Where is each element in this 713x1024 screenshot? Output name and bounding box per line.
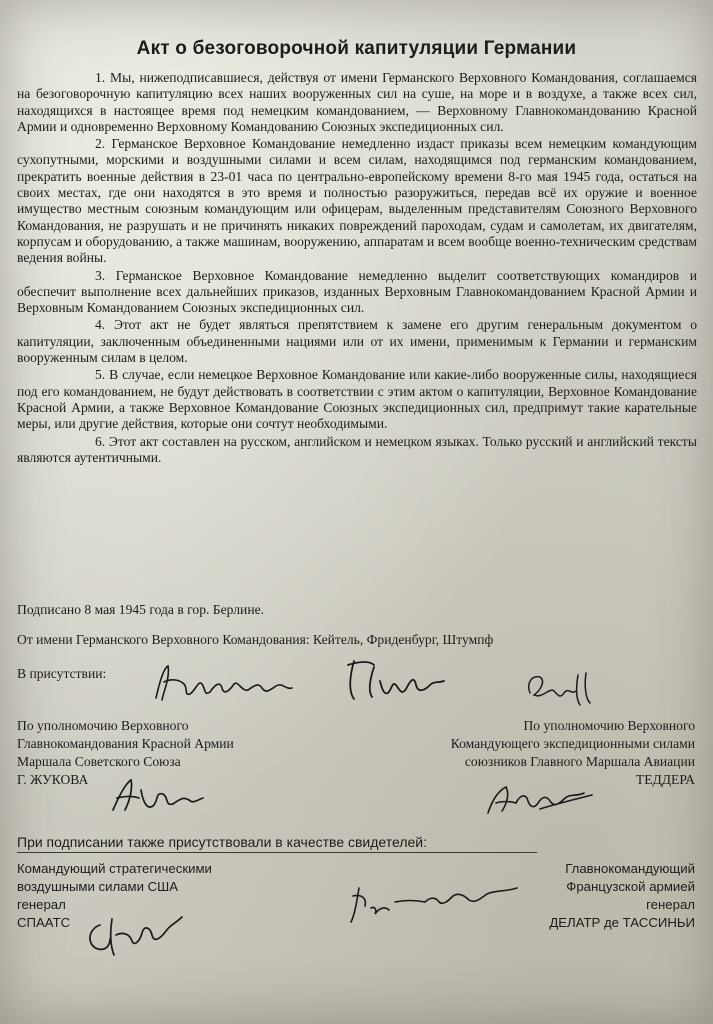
paragraph-6: 6. Этот акт составлен на русском, английском и немецком языках. Только русский и английский тексты являются аутентичными. (17, 433, 697, 465)
witness-france-line-1: Главнокомандующий (565, 861, 695, 876)
soviet-authority-name: Г. ЖУКОВА (17, 772, 89, 787)
witness-france-line-3: генерал (646, 897, 695, 912)
signature-tedder (480, 775, 600, 821)
german-signatories-line: От имени Германского Верховного Командования: Кейтель, Фриденбург, Штумпф (17, 632, 494, 647)
presence-label: В присутствии: (17, 666, 107, 681)
document-title: Акт о безоговорочной капитуляции Германии (136, 38, 577, 59)
paragraph-4: 4. Этот акт не будет являться препятствием к замене его другим генеральным документом о капитуляции, заключенным объединенными нациями или от их имени, применимым к Германии и германским вооруженным силам в целом. (17, 317, 697, 366)
witness-usa-name: СПААТС (17, 915, 71, 930)
paragraph-1: 1. Мы, нижеподписавшиеся, действуя от имени Германского Верховного Командования, соглашаемся на безоговорочную капитуляцию всех наших вооруженных сил на суше, на море и в воздухе, а также всех сил, находящихся в настоящее время под немецким командованием, — Верховному Главнокомандованию Красной Армии и одновременно Верховному Командованию Союзных экспедиционных сил. (17, 70, 697, 134)
allied-authority-line-3: союзников Главного Маршала Авиации (464, 754, 695, 769)
signed-place-date: Подписано 8 мая 1945 года в гор. Берлине. (17, 602, 265, 617)
signature-stumpff (520, 665, 600, 707)
witness-underline (17, 852, 537, 853)
signature-de-lattre (345, 878, 525, 928)
witness-france-block (549, 860, 695, 932)
witness-france-name: ДЕЛАТР де ТАССИНЬИ (549, 915, 695, 930)
signature-keitel (340, 655, 450, 705)
witness-france-line-2: Французской армией (566, 879, 695, 894)
soviet-authority-line-3: Маршала Советского Союза (17, 754, 181, 769)
allied-authority-name: ТЕДДЕРА (635, 772, 695, 787)
witness-usa-line-1: Командующий стратегическими (17, 861, 212, 876)
witness-heading: При подписании также присутствовали в качестве свидетелей: (17, 834, 427, 850)
soviet-authority-line-1: По уполномочию Верховного (17, 718, 189, 733)
signature-spaatz (80, 905, 190, 965)
paragraph-5: 5. В случае, если немецкое Верховное Командование или какие-либо вооруженные силы, находящиеся под его командованием, не будут действовать в соответствии с этим актом о капитуляции, Верховное Командование Красной Армии, а также Верховное Командование Союзных экспедиционных сил, предпримут такие карательные меры, или другие действия, которые они сочтут необходимыми. (17, 367, 697, 432)
document-body (17, 70, 697, 466)
witness-usa-line-3: генерал (17, 897, 66, 912)
witness-usa-line-2: воздушными силами США (17, 879, 179, 894)
allied-authority-line-1: По уполномочию Верховного (523, 718, 695, 733)
allied-authority-line-2: Командующего экспедиционными силами (450, 736, 695, 751)
paragraph-2: 2. Германское Верховное Командование немедленно издаст приказы всем немецким командующим сухопутными, морскими и воздушными силами и всем силам, находящимся под германским командованием, прекратить военные действия в 23-01 часа по центрально-европейскому времени 8-го мая 1945 года, остаться на своих местах, где они находятся в это время и полностью разоружиться, передав всё их оружие и военное имущество местным союзным командующим или офицерам, выделенным представителям Союзного Верховного Командования, не разрушать и не причинять никаких повреждений пароходам, судам и самолетам, их двигателям, корпусам и оборудованию, а также машинам, вооружению, аппаратам и всем вообще военно-техническим средствам ведения войны. (17, 136, 697, 266)
signature-zhukov (105, 770, 215, 820)
signature-friedeburg (150, 660, 300, 708)
paragraph-3: 3. Германское Верховное Командование немедленно выделит соответствующих командиров и обеспечит выполнение всех дальнейших приказов, изданных Верховным Главнокомандованием Красной Армии и Верховным Командованием Союзных экспедиционных сил. (17, 267, 697, 316)
soviet-authority-line-2: Главнокомандования Красной Армии (17, 736, 234, 751)
